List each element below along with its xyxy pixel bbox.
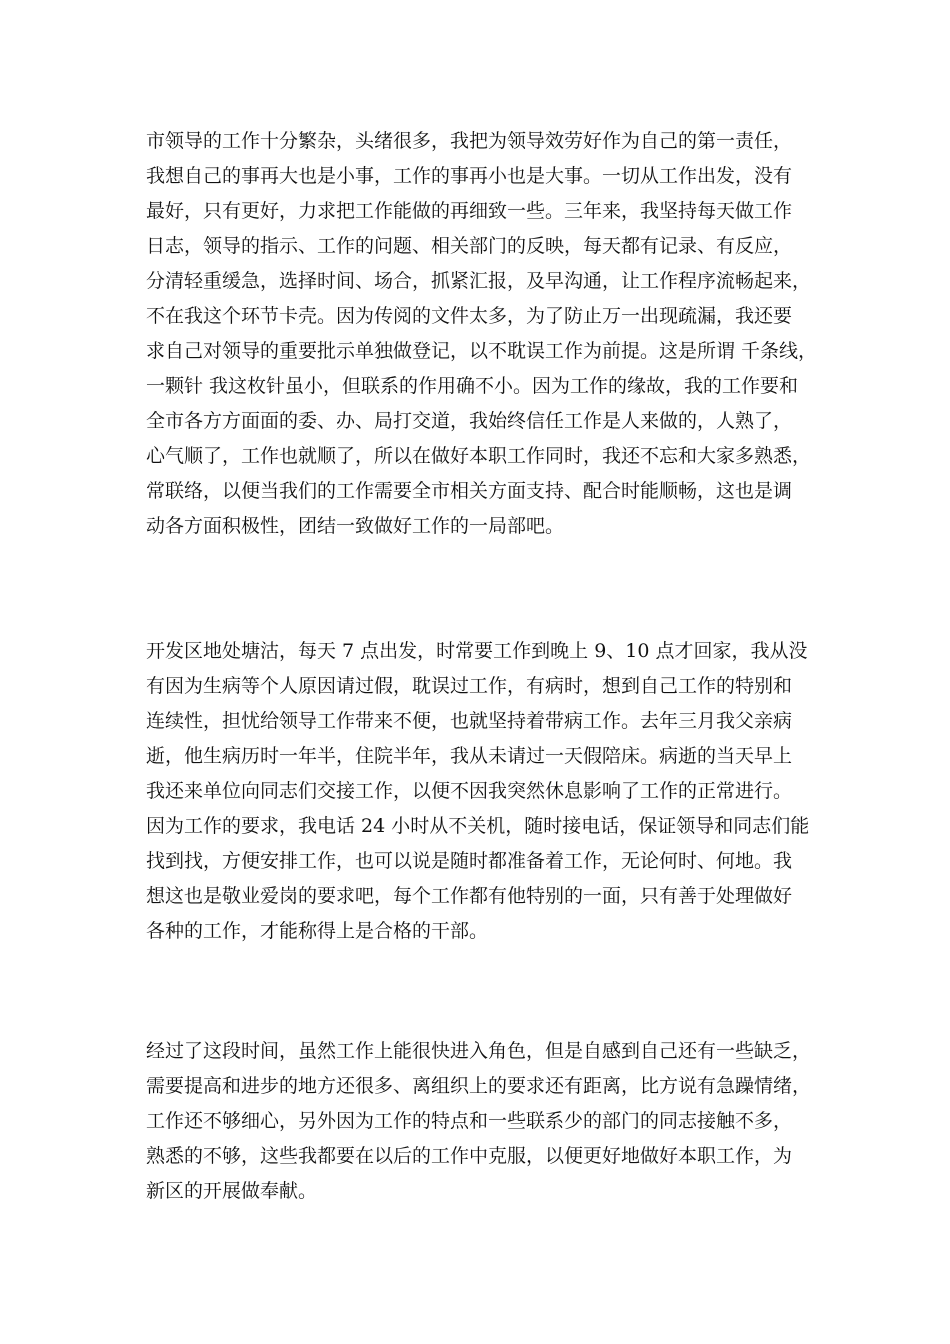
text-line: 市领导的工作十分繁杂，头绪很多，我把为领导效劳好作为自己的第一责任， bbox=[146, 130, 793, 152]
text-line: 求自己对领导的重要批示单独做登记，以不耽误工作为前提。这是所谓 千条线， bbox=[146, 340, 818, 362]
text-line: 心气顺了，工作也就顺了，所以在做好本职工作同时，我还不忘和大家多熟悉， bbox=[146, 445, 812, 467]
text-line: 找到找，方便安排工作，也可以说是随时都准备着工作，无论何时、何地。我 bbox=[146, 850, 793, 872]
text-line: 我还来单位向同志们交接工作，以便不因我突然休息影响了工作的正常进行。 bbox=[146, 780, 793, 802]
text-line: 分清轻重缓急，选择时间、场合，抓紧汇报，及早沟通，让工作程序流畅起来， bbox=[146, 270, 812, 292]
text-line: 逝，他生病历时一年半，住院半年，我从未请过一天假陪床。病逝的当天早上 bbox=[146, 745, 793, 767]
text-line: 常联络，以便当我们的工作需要全市相关方面支持、配合时能顺畅，这也是调 bbox=[146, 480, 793, 502]
text-line: 各种的工作，才能称得上是合格的干部。 bbox=[146, 920, 489, 942]
text-line: 想这也是敬业爱岗的要求吧，每个工作都有他特别的一面，只有善于处理做好 bbox=[146, 885, 793, 907]
text-line: 我想自己的事再大也是小事，工作的事再小也是大事。一切从工作出发，没有 bbox=[146, 165, 793, 187]
text-line: 最好，只有更好，力求把工作能做的再细致一些。三年来，我坚持每天做工作 bbox=[146, 200, 793, 222]
text-line: 全市各方方面面的委、办、局打交道，我始终信任工作是人来做的，人熟了， bbox=[146, 410, 793, 432]
text-line: 新区的开展做奉献。 bbox=[146, 1180, 318, 1202]
text-line: 经过了这段时间，虽然工作上能很快进入角色，但是自感到自己还有一些缺乏， bbox=[146, 1040, 812, 1062]
paragraph-work-responsibility bbox=[146, 124, 826, 544]
text-line: 连续性，担忧给领导工作带来不便，也就坚持着带病工作。去年三月我父亲病 bbox=[146, 710, 793, 732]
text-line: 动各方面积极性，团结一致做好工作的一局部吧。 bbox=[146, 515, 565, 537]
text-line: 熟悉的不够，这些我都要在以后的工作中克服，以便更好地做好本职工作，为 bbox=[146, 1145, 793, 1167]
text-line: 工作还不够细心，另外因为工作的特点和一些联系少的部门的同志接触不多， bbox=[146, 1110, 793, 1132]
text-line: 日志，领导的指示、工作的问题、相关部门的反映，每天都有记录、有反应， bbox=[146, 235, 793, 257]
text-line: 有因为生病等个人原因请过假，耽误过工作，有病时，想到自己工作的特别和 bbox=[146, 675, 793, 697]
text-line: 不在我这个环节卡壳。因为传阅的文件太多，为了防止万一出现疏漏，我还要 bbox=[146, 305, 793, 327]
text-line: 需要提高和进步的地方还很多、离组织上的要求还有距离，比方说有急躁情绪， bbox=[146, 1075, 812, 1097]
text-line: 开发区地处塘沽，每天 7 点出发，时常要工作到晚上 9、10 点才回家，我从没 bbox=[146, 640, 808, 662]
paragraph-shortcomings bbox=[146, 1034, 826, 1209]
text-line: 一颗针 我这枚针虽小，但联系的作用确不小。因为工作的缘故，我的工作要和 bbox=[146, 375, 799, 397]
paragraph-dedication bbox=[146, 634, 826, 949]
text-line: 因为工作的要求，我电话 24 小时从不关机，随时接电话，保证领导和同志们能 bbox=[146, 815, 810, 837]
